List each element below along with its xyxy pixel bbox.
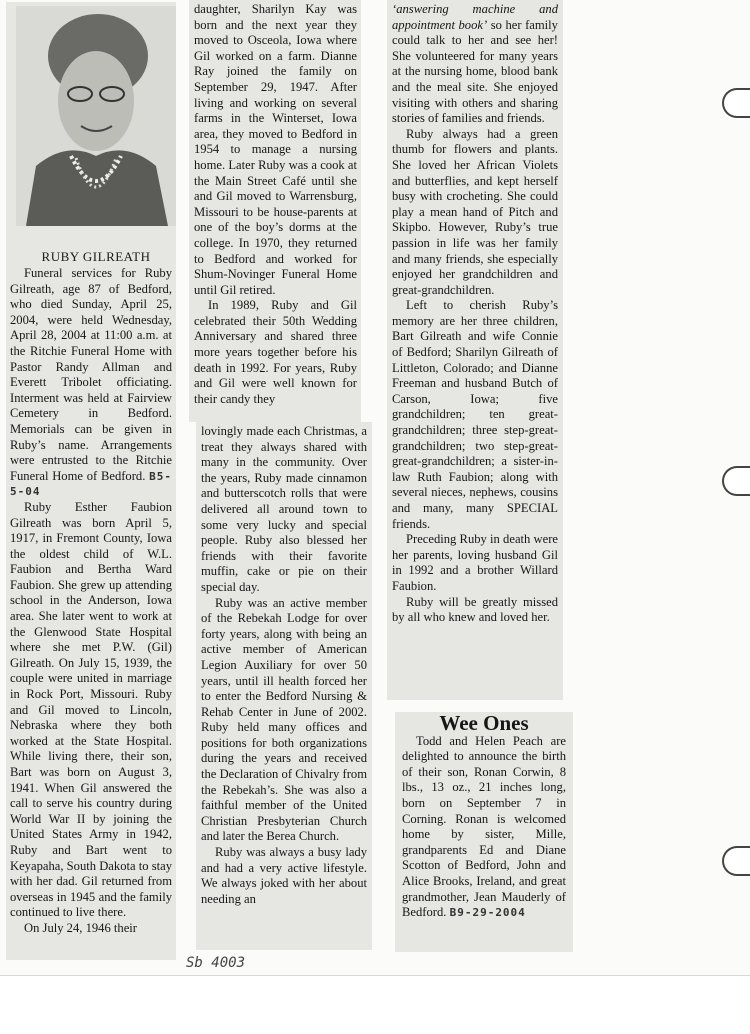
obituary-paragraph: On July 24, 1946 their — [24, 920, 137, 935]
wee-ones-title: Wee Ones — [439, 711, 529, 735]
obituary-column-3 — [387, 0, 563, 700]
obituary-text-col2-top — [194, 2, 357, 407]
page-bottom-margin — [0, 975, 750, 1034]
wee-ones-clipping — [395, 712, 573, 952]
obituary-column-2-bottom — [196, 422, 372, 950]
obituary-text-col3 — [392, 2, 558, 626]
binder-hole — [722, 466, 750, 496]
obituary-column-2-top — [189, 0, 361, 422]
obituary-text-col1 — [10, 266, 172, 937]
margin-note: Sb 4003 — [186, 955, 246, 971]
obituary-paragraph: daughter, Sharilyn Kay was born and the next year they moved to Osceola, Iowa where Gil worked on a farm. Dianne Ray joined the family on September 29, 1947. After living and working on several farms in the Winterset, Iowa area, they moved to Bedford in 1954 to manage a nursing home. Later Ruby was a cook at the Main Street Café until she and Gil moved to Warrensburg, Missouri to be house-parents at one of the boy’s dorms at the college. In 1970, they returned to Bedford and worked for Shum-Novinger Funeral Home until Gil retired. — [194, 2, 357, 297]
obituary-paragraph: Ruby will be greatly missed by all who knew and loved her. — [392, 594, 558, 625]
obituary-paragraph: ‘answering machine and appointment book’ so her family could talk to her and see her! She volunteered for many years at the nursing home, blood bank and the meal site. She enjoyed visiting with others and sharing stories of families and friends. — [392, 2, 558, 126]
obituary-text-col2-bottom — [201, 424, 367, 907]
obituary-paragraph: Ruby was an active member of the Rebekah Lodge for over forty years, along with being an active member of American Legion Auxiliary for over 50 years, until ill health forced her to enter the Bedford Nursing & Rehab Center in June of 2002. Ruby held many offices and positions for both organizations during the years and received the Declaration of Chivalry from the Rebekah’s. She was also a faithful member of the United Christian Presbyterian Church and later the Berea Church. — [201, 595, 367, 844]
binder-hole — [722, 88, 750, 118]
obituary-paragraph: Left to cherish Ruby’s memory are her three children, Bart Gilreath and wife Connie of Bedford; Sharilyn Gilreath of Littleton, Colorado; and Dianne Freeman and husband Butch of Carson, Iowa; five grandchildren; ten great-grandchildren; three step-great-grandchildren; two step-great-great-grandchildren; a sister-in-law Ruth Faubion; along with several nieces, nephews, cousins and many, many SPECIAL friends. — [392, 298, 558, 531]
obituary-name: RUBY GILREATH — [41, 249, 151, 264]
wee-ones-text — [402, 711, 566, 921]
portrait-photo — [16, 6, 176, 226]
portrait-image — [16, 6, 176, 226]
obituary-paragraph: lovingly made each Christmas, a treat they always shared with many in the community. Over the years, Ruby made cinnamon and butterscotch rolls that were delivered all around town to some very lucky and special people. Ruby also blessed her friends with their favorite muffin, cake or pie on their special day. — [201, 424, 367, 594]
obituary-column-1 — [6, 2, 176, 960]
handwritten-date: B9-29-2004 — [449, 906, 526, 920]
handwritten-date: B5-5-04 — [10, 469, 172, 499]
wee-ones-paragraph: Todd and Helen Peach are delighted to announce the birth of their son, Ronan Corwin, 8 lbs., 13 oz., 21 inches long, born on September 7 in Corning. Ronan is welcomed home by sister, Mille, grandparents Ed and Diane Scotton of Bedford, John and Alice Brooks, Ireland, and great grandmother, Jean Mauderly of Bedford. B9-29-2004 — [402, 733, 566, 920]
obituary-paragraph: Ruby Esther Faubion Gilreath was born April 5, 1917, in Fremont County, Iowa the oldest child of W.L. Faubion and Bertha Ward Faubion. She grew up attending school in the Anderson, Iowa area. She later went to work at the Glenwood State Hospital where she met P.W. (Gil) Gilreath. On July 15, 1939, the couple were united in marriage in Rock Port, Missouri. Ruby and Gil moved to Lincoln, Nebraska where they both worked at the State Hospital. While living there, their son, Bart was born on August 3, 1941. When Gil answered the call to serve his country during World War II by joining the United States Army in 1942, Ruby and Bart went to Keyapaha, South Dakota to stay with her dad. Gil returned from overseas in 1945 and the family continued to live there. — [10, 499, 172, 920]
binder-hole — [722, 846, 750, 876]
obituary-paragraph: In 1989, Ruby and Gil celebrated their 50th Wedding Anniversary and shared three more years together before his death in 1992. For years, Ruby and Gil were well known for their candy they — [194, 298, 357, 406]
obituary-paragraph: Ruby always had a green thumb for flowers and plants. She loved her African Violets and butterflies, and kept herself busy with crocheting. She could play a mean hand of Pitch and Skipbo. However, Ruby’s true passion in life was her family and many friends, she especially enjoyed her grandchildren and great-grandchildren. — [392, 126, 558, 297]
obituary-paragraph: Preceding Ruby in death were her parents, loving husband Gil in 1992 and a brother Willard Faubion. — [392, 532, 558, 593]
obituary-paragraph: Ruby was always a busy lady and had a very active lifestyle. We always joked with her about needing an — [201, 845, 367, 906]
obituary-paragraph: Funeral services for Ruby Gilreath, age 87 of Bedford, who died Sunday, April 25, 2004, were held Wednesday, April 28, 2004 at 11:00 a.m. at the Ritchie Funeral Home with Pastor Randy Allman and Everett Tribolet officiating. Interment was held at Fairview Cemetery in Bedford. Memorials can be given in Ruby’s name. Arrangements were entrusted to the Ritchie Funeral Home of Bedford. B5-5-04 — [10, 266, 172, 499]
